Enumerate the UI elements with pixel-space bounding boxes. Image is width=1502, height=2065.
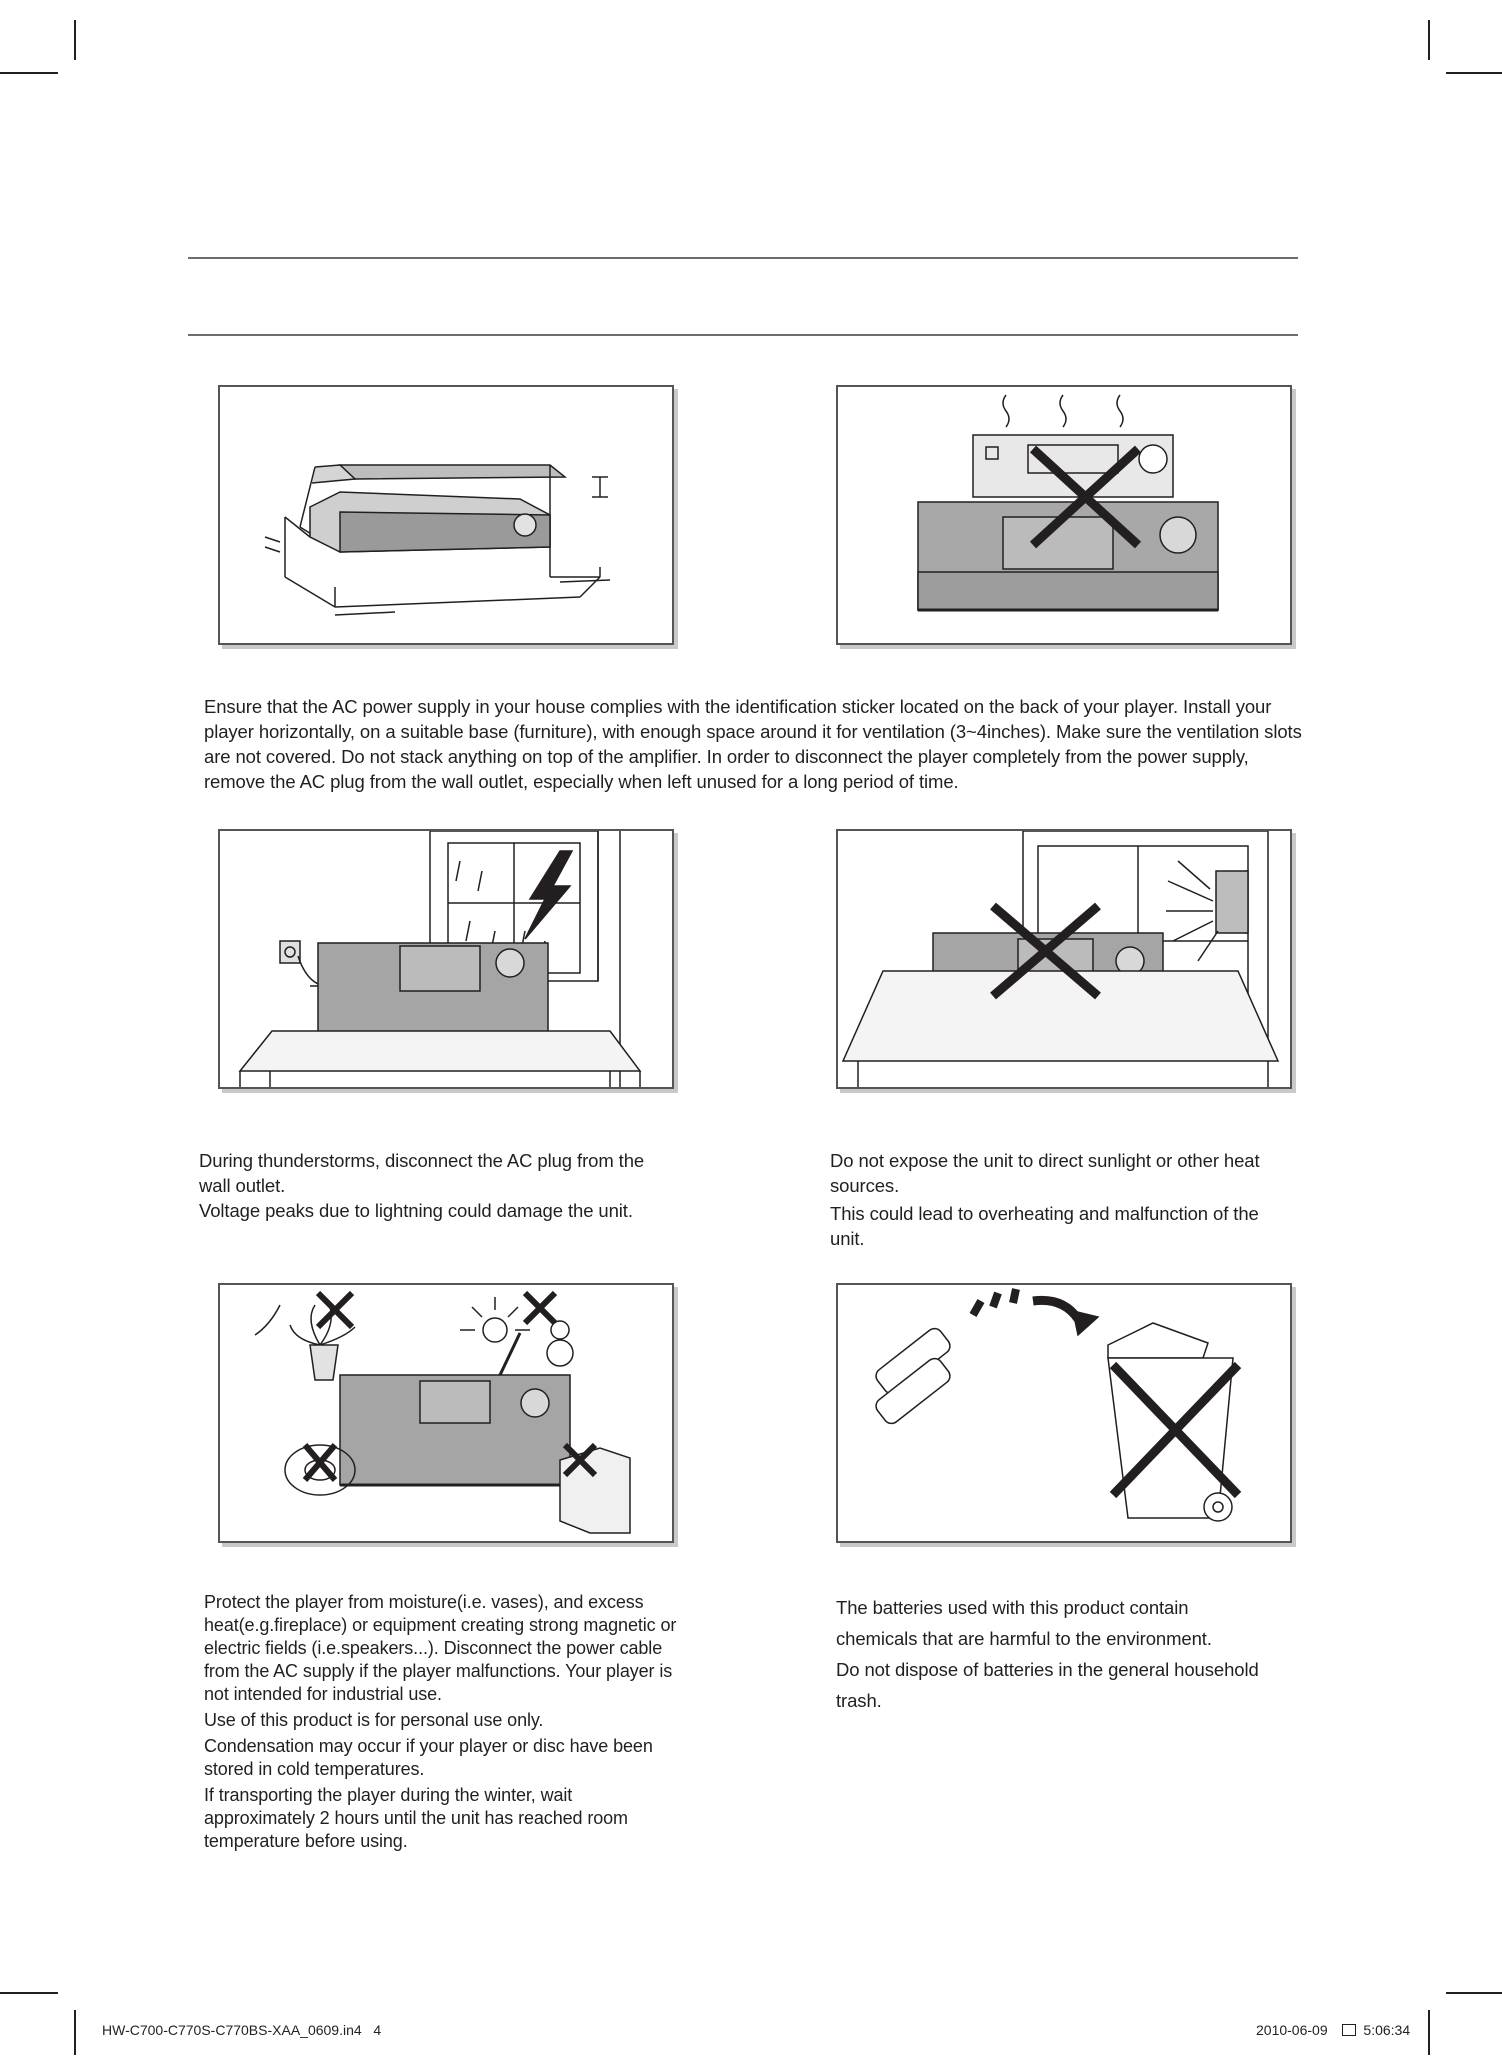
thunderstorm-text-2: Voltage peaks due to lightning could damage the unit. bbox=[199, 1200, 633, 1221]
moisture-text-3: Condensation may occur if your player or disc have been stored in cold temperatures. bbox=[204, 1736, 653, 1779]
crop-mark bbox=[0, 1992, 58, 1994]
footer-timestamp bbox=[1256, 2022, 1410, 2038]
header-rule-top bbox=[188, 257, 1298, 259]
sunlight-text-2: This could lead to overheating and malfunction of the unit. bbox=[830, 1203, 1259, 1249]
footer-time: 5:06:34 bbox=[1363, 2022, 1411, 2038]
ventilation-illustration bbox=[218, 385, 674, 645]
crop-mark bbox=[1428, 20, 1430, 60]
sunlight-text-1: Do not expose the unit to direct sunlight or other heat sources. bbox=[830, 1150, 1260, 1196]
sunlight-caption bbox=[830, 1148, 1300, 1251]
battery-disposal-illustration bbox=[836, 1283, 1292, 1543]
battery-caption bbox=[836, 1592, 1306, 1716]
battery-text-1: The batteries used with this product contain chemicals that are harmful to the environment. bbox=[836, 1597, 1212, 1649]
moisture-text-4: If transporting the player during the winter, wait approximately 2 hours until the unit has reached room temperature before using. bbox=[204, 1785, 628, 1851]
ventilation-caption bbox=[204, 694, 1314, 794]
sunlight-illustration bbox=[836, 829, 1292, 1089]
moisture-heat-illustration bbox=[218, 1283, 674, 1543]
footer-date: 2010-06-09 bbox=[1256, 2022, 1328, 2038]
thunderstorm-illustration bbox=[218, 829, 674, 1089]
crop-mark bbox=[74, 20, 76, 60]
footer-clock-glyph bbox=[1342, 2024, 1356, 2036]
moisture-text-2: Use of this product is for personal use only. bbox=[204, 1710, 544, 1730]
battery-text-2: Do not dispose of batteries in the general household trash. bbox=[836, 1659, 1259, 1711]
crop-mark bbox=[1446, 72, 1502, 74]
crop-mark bbox=[1428, 2010, 1430, 2055]
ventilation-text: Ensure that the AC power supply in your house complies with the identification sticker located on the back of your player. Install your player horizontally, on a suitable base (furniture), with enough space around it for ventilation (3~4inches). Make sure the ventilation slots are not covered. Do not stack anything on top of the amplifier. In order to disconnect the player completely from the power supply, remove the AC plug from the wall outlet, especially when left unused for a long period of time. bbox=[204, 696, 1302, 792]
moisture-caption bbox=[204, 1591, 684, 1853]
thunderstorm-text-1: During thunderstorms, disconnect the AC plug from the wall outlet. bbox=[199, 1150, 645, 1196]
footer-filename: HW-C700-C770S-C770BS-XAA_0609.in4 4 bbox=[102, 2022, 382, 2038]
crop-mark bbox=[1446, 1992, 1502, 1994]
header-rule-bottom bbox=[188, 334, 1298, 336]
crop-mark bbox=[0, 72, 58, 74]
crop-mark bbox=[74, 2010, 76, 2055]
thunderstorm-caption bbox=[199, 1148, 679, 1223]
moisture-text-1: Protect the player from moisture(i.e. vases), and excess heat(e.g.fireplace) or equipment creating strong magnetic or electric fields (i.e.speakers...). Disconnect the power cable from the AC supply if the player malfunctions. Your player is not intended for industrial use. bbox=[204, 1592, 677, 1704]
no-stacking-illustration bbox=[836, 385, 1292, 645]
